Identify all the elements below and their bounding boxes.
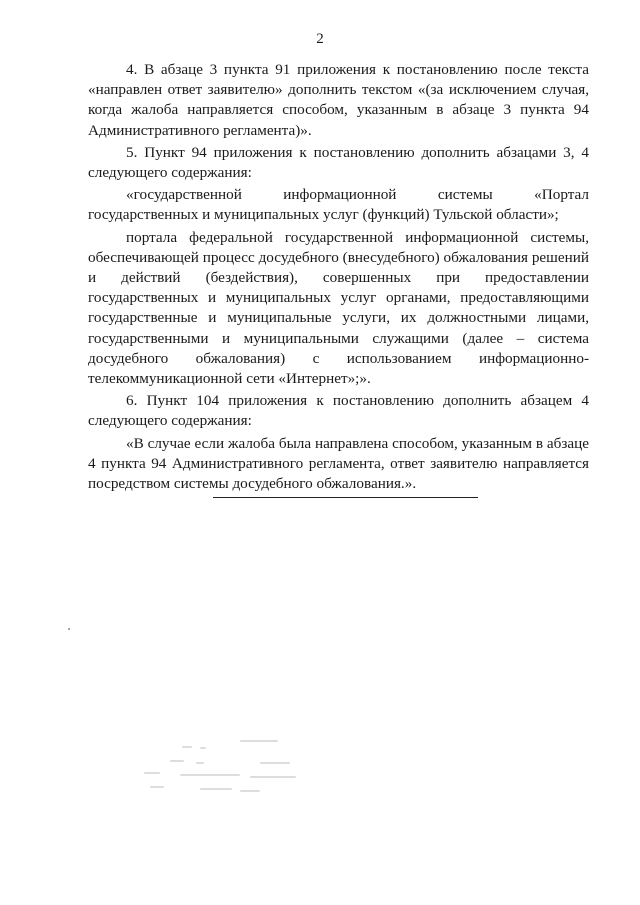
- scan-speck: [68, 628, 70, 630]
- paragraph-item-5-abzac-4: портала федеральной государственной информационной системы, обеспечивающей процесс досудебного (внесудебного) обжалования решений и действий (бездействия), совершенных при предоставлении государственных и муниципальных услуг органами, предоставляющими государственные и муниципальные услуги, их должностными лицами, государственными и муниципальными служащими (далее – система досудебного обжалования) с использованием информационно-телекоммуникационной сети «Интернет»;».: [88, 228, 589, 388]
- paragraph-item-5: 5. Пункт 94 приложения к постановлению дополнить абзацами 3, 4 следующего содержания:: [88, 143, 589, 182]
- faint-bleed-through-mark: [140, 738, 320, 808]
- page-number: 2: [316, 31, 324, 47]
- document-body: [88, 60, 589, 494]
- paragraph-item-4: 4. В абзаце 3 пункта 91 приложения к постановлению после текста «направлен ответ заявителю» дополнить текстом «(за исключением случая, когда жалоба направляется способом, указанным в абзаце 3 пункта 94 Административного регламента)».: [88, 61, 589, 139]
- paragraph-item-5-abzac-3: «государственной информационной системы «Портал государственных и муниципальных услуг (функций) Тульской области»;: [88, 186, 589, 224]
- paragraph-item-6-abzac-4: «В случае если жалоба была направлена способом, указанным в абзаце 4 пункта 94 Административного регламента, ответ заявителю направляется посредством системы досудебного обжалования.».: [88, 434, 589, 493]
- paragraph-item-6: 6. Пункт 104 приложения к постановлению дополнить абзацем 4 следующего содержания:: [88, 392, 589, 430]
- end-divider-line: [213, 497, 478, 498]
